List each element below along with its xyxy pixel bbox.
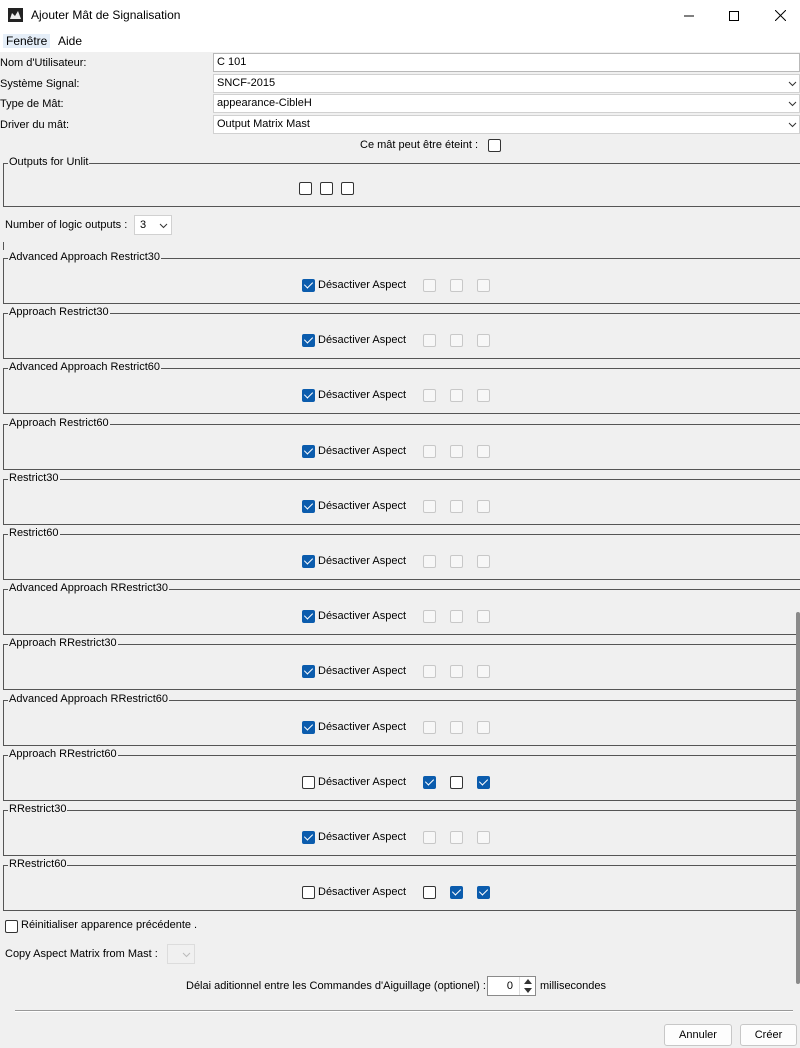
title-bar: [0, 0, 800, 31]
aspect-output-checkbox[interactable]: [477, 610, 490, 623]
aspect-output-checkbox[interactable]: [477, 279, 490, 292]
aspect-group: [3, 748, 800, 801]
disable-aspect-checkbox[interactable]: [302, 776, 315, 789]
chevron-down-icon: [788, 120, 797, 129]
aspect-name: Approach Restrict60: [9, 417, 109, 429]
unlit-outputs-title: Outputs for Unlit: [9, 156, 89, 168]
mast-type-select[interactable]: [213, 94, 800, 113]
aspect-output-checkbox[interactable]: [423, 334, 436, 347]
unlit-outputs-group: [3, 156, 800, 207]
aspect-group: [3, 306, 800, 359]
close-button[interactable]: [757, 0, 800, 31]
user-name-field[interactable]: C 101: [213, 53, 800, 72]
disable-aspect-label: Désactiver Aspect: [318, 500, 407, 512]
aspect-output-checkbox[interactable]: [477, 886, 490, 899]
aspect-group: [3, 582, 800, 635]
disable-aspect-checkbox[interactable]: [302, 665, 315, 678]
disable-aspect-label: Désactiver Aspect: [318, 776, 407, 788]
copy-matrix-select[interactable]: [167, 944, 195, 964]
delay-spinner[interactable]: [487, 976, 536, 996]
aspect-name: Restrict30: [9, 472, 59, 484]
aspect-output-checkbox[interactable]: [423, 500, 436, 513]
signal-system-select[interactable]: [213, 74, 800, 93]
aspect-name: Approach Restrict30: [9, 306, 109, 318]
copy-matrix-label: Copy Aspect Matrix from Mast :: [5, 948, 158, 960]
user-name-label: Nom d'Utilisateur:: [0, 57, 87, 69]
spinner-buttons[interactable]: [519, 977, 535, 995]
reset-appearance-checkbox[interactable]: [5, 920, 18, 933]
cancel-button[interactable]: Annuler: [664, 1024, 732, 1046]
aspect-output-checkbox[interactable]: [423, 610, 436, 623]
signal-system-label: Système Signal:: [0, 78, 80, 90]
disable-aspect-checkbox[interactable]: [302, 886, 315, 899]
delay-value: 0: [506, 980, 513, 992]
aspect-output-checkbox[interactable]: [450, 776, 463, 789]
disable-aspect-label: Désactiver Aspect: [318, 665, 407, 677]
delay-unit: millisecondes: [540, 980, 607, 992]
aspect-group: [3, 527, 800, 580]
window-title: Ajouter Mât de Signalisation: [31, 8, 181, 22]
aspect-output-checkbox[interactable]: [450, 831, 463, 844]
aspect-output-checkbox[interactable]: [450, 610, 463, 623]
menu-fenetre[interactable]: Fenêtre: [3, 34, 50, 48]
mast-type-label: Type de Mât:: [0, 98, 64, 110]
aspect-output-checkbox[interactable]: [450, 665, 463, 678]
aspect-output-checkbox[interactable]: [450, 886, 463, 899]
aspect-output-checkbox[interactable]: [477, 831, 490, 844]
chevron-down-icon: [159, 221, 168, 230]
aspect-output-checkbox[interactable]: [423, 721, 436, 734]
aspect-name: RRestrict30: [9, 803, 67, 815]
aspect-group: [3, 693, 800, 746]
disable-aspect-checkbox[interactable]: [302, 831, 315, 844]
arrow-down-icon[interactable]: [524, 988, 532, 993]
aspect-output-checkbox[interactable]: [423, 831, 436, 844]
aspect-output-checkbox[interactable]: [450, 555, 463, 568]
aspect-output-checkbox[interactable]: [423, 555, 436, 568]
aspect-group: [3, 803, 800, 856]
disable-aspect-label: Désactiver Aspect: [318, 721, 407, 733]
can-unlit-label: Ce mât peut être éteint :: [360, 139, 479, 151]
chevron-down-icon: [182, 950, 191, 959]
aspect-output-checkbox[interactable]: [423, 886, 436, 899]
mast-driver-value: Output Matrix Mast: [217, 118, 310, 130]
aspect-output-checkbox[interactable]: [450, 721, 463, 734]
menu-aide[interactable]: Aide: [58, 34, 83, 48]
aspect-name: Advanced Approach RRestrict60: [9, 693, 168, 705]
maximize-icon: [729, 11, 739, 21]
aspect-output-checkbox[interactable]: [450, 445, 463, 458]
aspect-name: Advanced Approach RRestrict30: [9, 582, 168, 594]
aspect-output-checkbox[interactable]: [450, 500, 463, 513]
minimize-icon: [684, 11, 694, 21]
disable-aspect-label: Désactiver Aspect: [318, 445, 407, 457]
aspect-name: Approach RRestrict30: [9, 637, 117, 649]
aspect-group: [3, 417, 800, 470]
aspect-name: Advanced Approach Restrict60: [9, 361, 161, 373]
unlit-output-checkbox[interactable]: [320, 182, 333, 195]
disable-aspect-label: Désactiver Aspect: [318, 831, 407, 843]
aspect-output-checkbox[interactable]: [423, 389, 436, 402]
aspect-group: [3, 472, 800, 525]
aspect-group: [3, 858, 800, 911]
aspect-name: RRestrict60: [9, 858, 67, 870]
aspect-output-checkbox[interactable]: [423, 445, 436, 458]
delay-label: Délai aditionnel entre les Commandes d'Aiguillage (optionel) :: [186, 980, 486, 992]
aspect-output-checkbox[interactable]: [477, 555, 490, 568]
aspect-name: Approach RRestrict60: [9, 748, 117, 760]
disable-aspect-checkbox[interactable]: [302, 334, 315, 347]
aspect-group: [3, 251, 800, 304]
logic-outputs-label: Number of logic outputs :: [5, 219, 128, 231]
disable-aspect-label: Désactiver Aspect: [318, 610, 407, 622]
can-unlit-checkbox[interactable]: [488, 139, 501, 152]
logic-outputs-value: 3: [140, 219, 147, 231]
mast-driver-select[interactable]: [213, 115, 800, 134]
disable-aspect-checkbox[interactable]: [302, 445, 315, 458]
disable-aspect-checkbox[interactable]: [302, 279, 315, 292]
aspect-output-checkbox[interactable]: [477, 721, 490, 734]
aspect-list-edge: [3, 242, 4, 250]
disable-aspect-label: Désactiver Aspect: [318, 279, 407, 291]
mast-driver-label: Driver du mât:: [0, 119, 70, 131]
disable-aspect-checkbox[interactable]: [302, 389, 315, 402]
aspect-output-checkbox[interactable]: [477, 500, 490, 513]
disable-aspect-label: Désactiver Aspect: [318, 555, 407, 567]
aspect-output-checkbox[interactable]: [477, 334, 490, 347]
signal-system-value: SNCF-2015: [217, 77, 276, 89]
scrollbar[interactable]: [796, 612, 800, 984]
aspect-output-checkbox[interactable]: [450, 279, 463, 292]
aspect-group: [3, 637, 800, 690]
minimize-button[interactable]: [666, 0, 712, 31]
aspect-group: [3, 361, 800, 414]
disable-aspect-label: Désactiver Aspect: [318, 389, 407, 401]
aspect-output-checkbox[interactable]: [450, 389, 463, 402]
aspect-output-checkbox[interactable]: [477, 389, 490, 402]
chevron-down-icon: [788, 79, 797, 88]
aspect-output-checkbox[interactable]: [450, 334, 463, 347]
aspect-output-checkbox[interactable]: [477, 776, 490, 789]
aspect-output-checkbox[interactable]: [477, 445, 490, 458]
maximize-button[interactable]: [711, 0, 757, 31]
unlit-output-checkbox[interactable]: [299, 182, 312, 195]
disable-aspect-checkbox[interactable]: [302, 721, 315, 734]
menu-bar: [0, 31, 800, 52]
aspect-output-checkbox[interactable]: [477, 665, 490, 678]
create-button[interactable]: Créer: [740, 1024, 797, 1046]
arrow-up-icon[interactable]: [524, 979, 532, 984]
unlit-output-checkbox[interactable]: [341, 182, 354, 195]
reset-appearance-label: Réinitialiser apparence précédente .: [21, 919, 198, 931]
aspect-name: Advanced Approach Restrict30: [9, 251, 161, 263]
chevron-down-icon: [788, 99, 797, 108]
disable-aspect-label: Désactiver Aspect: [318, 334, 407, 346]
aspect-output-checkbox[interactable]: [423, 665, 436, 678]
app-icon: [8, 8, 23, 22]
aspect-name: Restrict60: [9, 527, 59, 539]
disable-aspect-label: Désactiver Aspect: [318, 886, 407, 898]
separator: [15, 1010, 793, 1012]
mast-type-value: appearance-CibleH: [217, 97, 312, 109]
disable-aspect-checkbox[interactable]: [302, 610, 315, 623]
disable-aspect-checkbox[interactable]: [302, 555, 315, 568]
disable-aspect-checkbox[interactable]: [302, 500, 315, 513]
aspect-output-checkbox[interactable]: [423, 776, 436, 789]
aspect-output-checkbox[interactable]: [423, 279, 436, 292]
logic-outputs-select[interactable]: [134, 215, 172, 235]
close-icon: [775, 10, 786, 21]
